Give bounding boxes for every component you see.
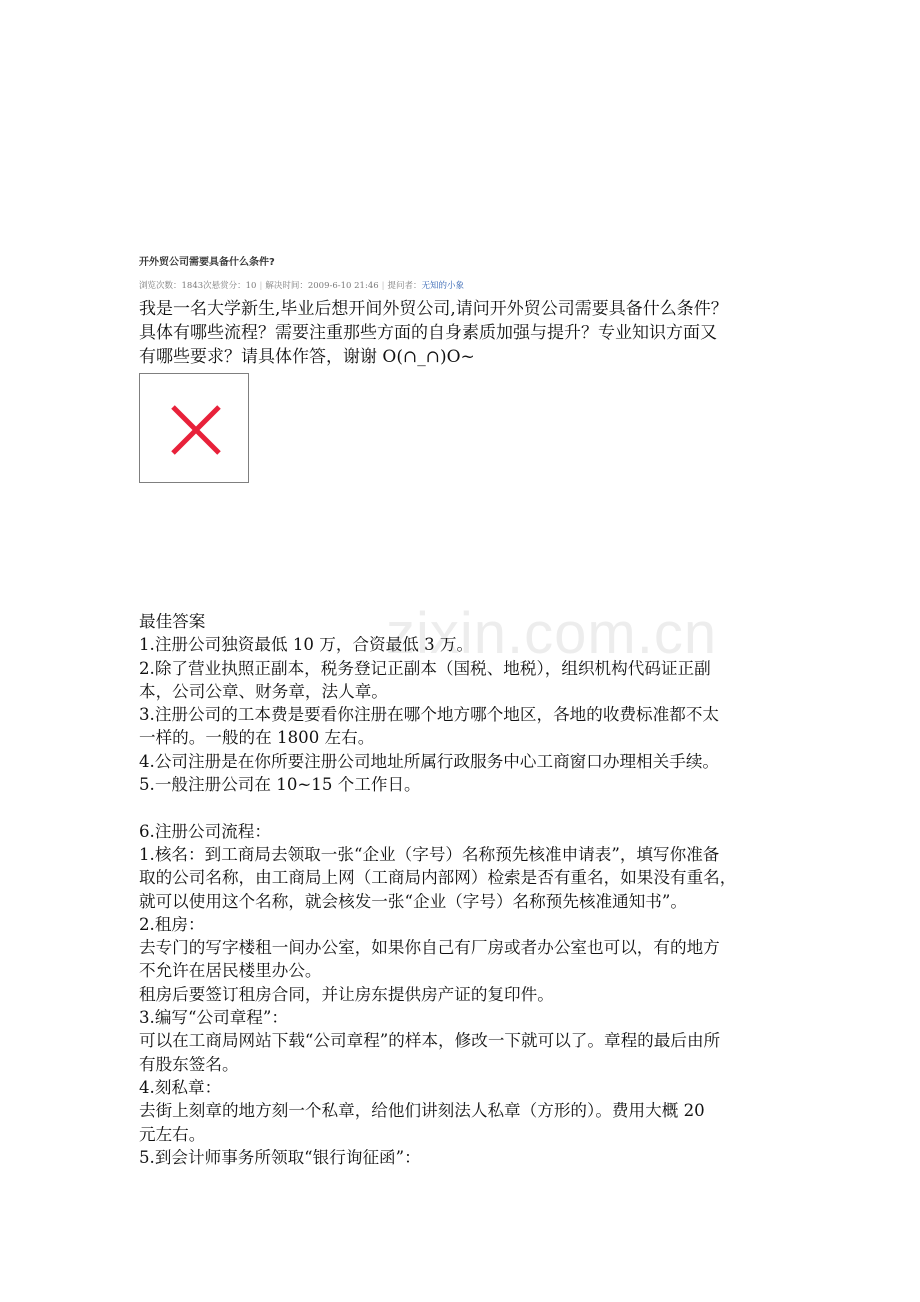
answer-line: 3.编写“公司章程”： bbox=[139, 1008, 288, 1028]
best-answer bbox=[139, 610, 784, 1169]
broken-image-placeholder bbox=[139, 373, 249, 483]
answer-line: 取的公司名称，由工商局上网（工商局内部网）检索是否有重名，如果没有重名， bbox=[139, 868, 737, 888]
answer-line: 2.除了营业执照正副本，税务登记正副本（国税、地税），组织机构代码证正副 bbox=[139, 658, 711, 678]
answer-line: 去专门的写字楼租一间办公室，如果你自己有厂房或者办公室也可以，有的地方 bbox=[139, 938, 720, 958]
answer-line: 有股东签名。 bbox=[139, 1054, 239, 1074]
views-count: 浏览次数：1843 bbox=[139, 281, 204, 291]
reward-points: 次悬赏分：10 bbox=[203, 281, 257, 291]
question-meta bbox=[139, 279, 464, 291]
asker-name-link[interactable]: 无知的小象 bbox=[421, 281, 465, 291]
meta-divider: | bbox=[381, 281, 385, 291]
answer-line: 一样的。一般的在 1800 左右。 bbox=[139, 728, 375, 748]
answer-line: 6.注册公司流程： bbox=[139, 821, 271, 841]
answer-line: 元左右。 bbox=[139, 1124, 206, 1144]
watermark: zixin.com.cn bbox=[386, 601, 718, 666]
answer-line: 4.公司注册是在你所要注册公司地址所属行政服务中心工商窗口办理相关手续。 bbox=[139, 751, 720, 771]
answer-line: 3.注册公司的工本费是要看你注册在哪个地方哪个地区，各地的收费标准都不太 bbox=[139, 705, 720, 725]
answer-line: 不允许在居民楼里办公。 bbox=[139, 961, 322, 981]
answer-line: 1.注册公司独资最低 10 万，合资最低 3 万。 bbox=[139, 635, 474, 655]
answer-line: 5.到会计师事务所领取“银行询征函”： bbox=[139, 1147, 421, 1167]
answer-heading: 最佳答案 bbox=[139, 612, 206, 631]
answer-line: 5.一般注册公司在 10~15 个工作日。 bbox=[139, 775, 421, 795]
question-line: 具体有哪些流程？需要注重那些方面的自身素质加强与提升？专业知识方面又 bbox=[139, 323, 717, 343]
answer-line: 本，公司公章、财务章，法人章。 bbox=[139, 681, 388, 701]
answer-line: 1.核名：到工商局去领取一张“企业（字号）名称预先核准申请表”，填写你准备 bbox=[139, 844, 720, 864]
meta-divider: | bbox=[259, 281, 263, 291]
asker-label: 提问者： bbox=[387, 281, 422, 291]
question-body bbox=[139, 297, 784, 369]
paragraph-gap bbox=[139, 796, 784, 819]
broken-image-x-icon bbox=[140, 374, 250, 484]
question-line: 我是一名大学新生,毕业后想开间外贸公司,请问开外贸公司需要具备什么条件？ bbox=[139, 299, 728, 319]
answer-line: 租房后要签订租房合同，并让房东提供房产证的复印件。 bbox=[139, 984, 554, 1004]
question-line: 有哪些要求？请具体作答，谢谢 O(∩_∩)O~ bbox=[139, 347, 475, 367]
answer-line: 2.租房： bbox=[139, 914, 205, 934]
answer-line: 就可以使用这个名称，就会核发一张“企业（字号）名称预先核准通知书”。 bbox=[139, 891, 687, 911]
question-title: 开外贸公司需要具备什么条件? bbox=[139, 257, 275, 268]
answer-line: 去街上刻章的地方刻一个私章，给他们讲刻法人私章（方形的）。费用大概 20 bbox=[139, 1101, 705, 1121]
solved-time: 解决时间：2009-6-10 21:46 bbox=[265, 281, 379, 291]
answer-line: 4.刻私章： bbox=[139, 1077, 222, 1097]
answer-line: 可以在工商局网站下载“公司章程”的样本，修改一下就可以了。章程的最后由所 bbox=[139, 1031, 721, 1051]
